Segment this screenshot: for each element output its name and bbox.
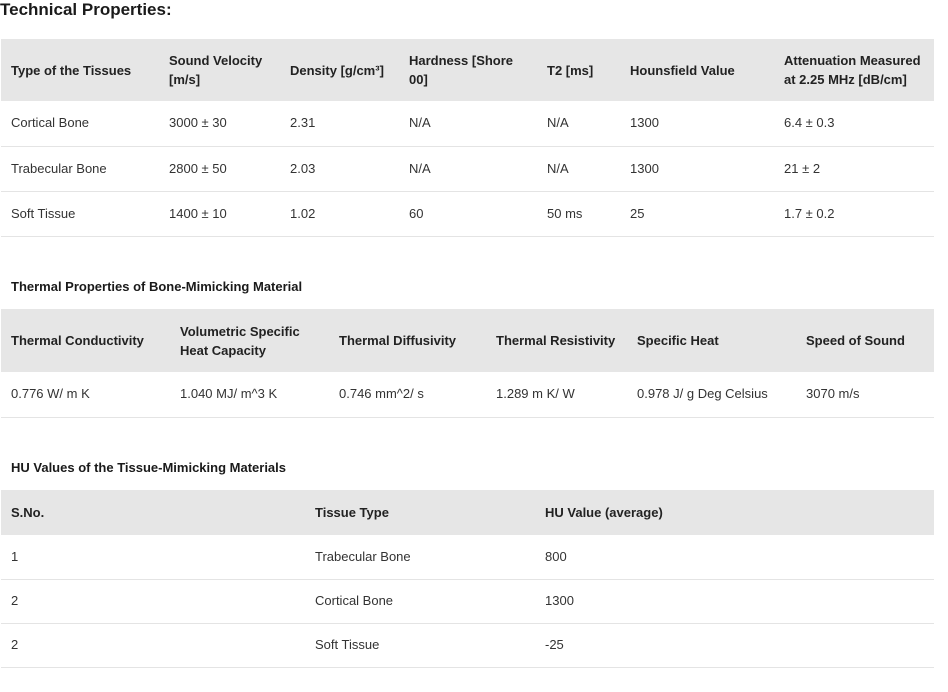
table-cell: 50 ms bbox=[537, 191, 620, 236]
table-cell: 3070 m/s bbox=[796, 372, 934, 417]
hu-values-table bbox=[1, 490, 934, 668]
table-cell: 2.03 bbox=[280, 146, 399, 191]
table-cell: N/A bbox=[399, 101, 537, 146]
table-row bbox=[1, 535, 934, 579]
table-cell: 3000 ± 30 bbox=[159, 101, 280, 146]
table-cell: 1400 ± 10 bbox=[159, 191, 280, 236]
table-row bbox=[1, 372, 934, 417]
thermal-properties-table bbox=[1, 309, 934, 418]
table-cell: 1.02 bbox=[280, 191, 399, 236]
table-cell: Cortical Bone bbox=[305, 579, 535, 623]
table-row bbox=[1, 191, 934, 236]
table-cell: 0.746 mm^2/ s bbox=[329, 372, 486, 417]
table-cell: 1.289 m K/ W bbox=[486, 372, 627, 417]
column-header-hu-value: HU Value (average) bbox=[535, 490, 934, 535]
table-header-row bbox=[1, 309, 934, 372]
column-header-speed-of-sound: Speed of Sound bbox=[796, 309, 934, 372]
column-header-thermal-conductivity: Thermal Conductivity bbox=[1, 309, 170, 372]
table-header-row bbox=[1, 39, 934, 101]
table-cell: 2 bbox=[1, 579, 305, 623]
table-row bbox=[1, 101, 934, 146]
table-cell: 1300 bbox=[620, 101, 774, 146]
column-header-thermal-diffusivity: Thermal Diffusivity bbox=[329, 309, 486, 372]
table-cell: 2 bbox=[1, 623, 305, 667]
table-cell: N/A bbox=[537, 146, 620, 191]
table-cell: N/A bbox=[399, 146, 537, 191]
column-header-attenuation: Attenuation Measured at 2.25 MHz [dB/cm] bbox=[774, 39, 934, 101]
column-header-tissue-type: Type of the Tissues bbox=[1, 39, 159, 101]
table-cell: Soft Tissue bbox=[305, 623, 535, 667]
table-cell: 1300 bbox=[535, 579, 934, 623]
column-header-tissue-type: Tissue Type bbox=[305, 490, 535, 535]
table-cell: 0.776 W/ m K bbox=[1, 372, 170, 417]
table-row bbox=[1, 623, 934, 667]
thermal-section-heading: Thermal Properties of Bone-Mimicking Material bbox=[11, 279, 303, 294]
table-cell: 2800 ± 50 bbox=[159, 146, 280, 191]
table-cell: 800 bbox=[535, 535, 934, 579]
column-header-serial-number: S.No. bbox=[1, 490, 305, 535]
table-cell: N/A bbox=[537, 101, 620, 146]
column-header-specific-heat: Specific Heat bbox=[627, 309, 796, 372]
column-header-t2: T2 [ms] bbox=[537, 39, 620, 101]
table-cell: 0.978 J/ g Deg Celsius bbox=[627, 372, 796, 417]
column-header-hounsfield: Hounsfield Value bbox=[620, 39, 774, 101]
table-cell: -25 bbox=[535, 623, 934, 667]
table-cell: 1300 bbox=[620, 146, 774, 191]
table-cell: 25 bbox=[620, 191, 774, 236]
table-row bbox=[1, 579, 934, 623]
table-cell: 1 bbox=[1, 535, 305, 579]
table-cell: 6.4 ± 0.3 bbox=[774, 101, 934, 146]
page-title: Technical Properties: bbox=[0, 0, 172, 19]
hu-section-heading: HU Values of the Tissue-Mimicking Materials bbox=[11, 460, 287, 475]
table-row bbox=[1, 146, 934, 191]
column-header-density: Density [g/cm³] bbox=[280, 39, 399, 101]
table-cell: 2.31 bbox=[280, 101, 399, 146]
table-cell: Trabecular Bone bbox=[305, 535, 535, 579]
table-cell: Trabecular Bone bbox=[1, 146, 159, 191]
table-cell: Soft Tissue bbox=[1, 191, 159, 236]
table-header-row bbox=[1, 490, 934, 535]
table-cell: Cortical Bone bbox=[1, 101, 159, 146]
technical-properties-table bbox=[1, 39, 934, 237]
table-cell: 1.7 ± 0.2 bbox=[774, 191, 934, 236]
column-header-sound-velocity: Sound Velocity [m/s] bbox=[159, 39, 280, 101]
table-cell: 21 ± 2 bbox=[774, 146, 934, 191]
column-header-hardness: Hardness [Shore 00] bbox=[399, 39, 537, 101]
table-cell: 60 bbox=[399, 191, 537, 236]
table-cell: 1.040 MJ/ m^3 K bbox=[170, 372, 329, 417]
column-header-thermal-resistivity: Thermal Resistivity bbox=[486, 309, 627, 372]
column-header-heat-capacity: Volumetric Specific Heat Capacity bbox=[170, 309, 329, 372]
